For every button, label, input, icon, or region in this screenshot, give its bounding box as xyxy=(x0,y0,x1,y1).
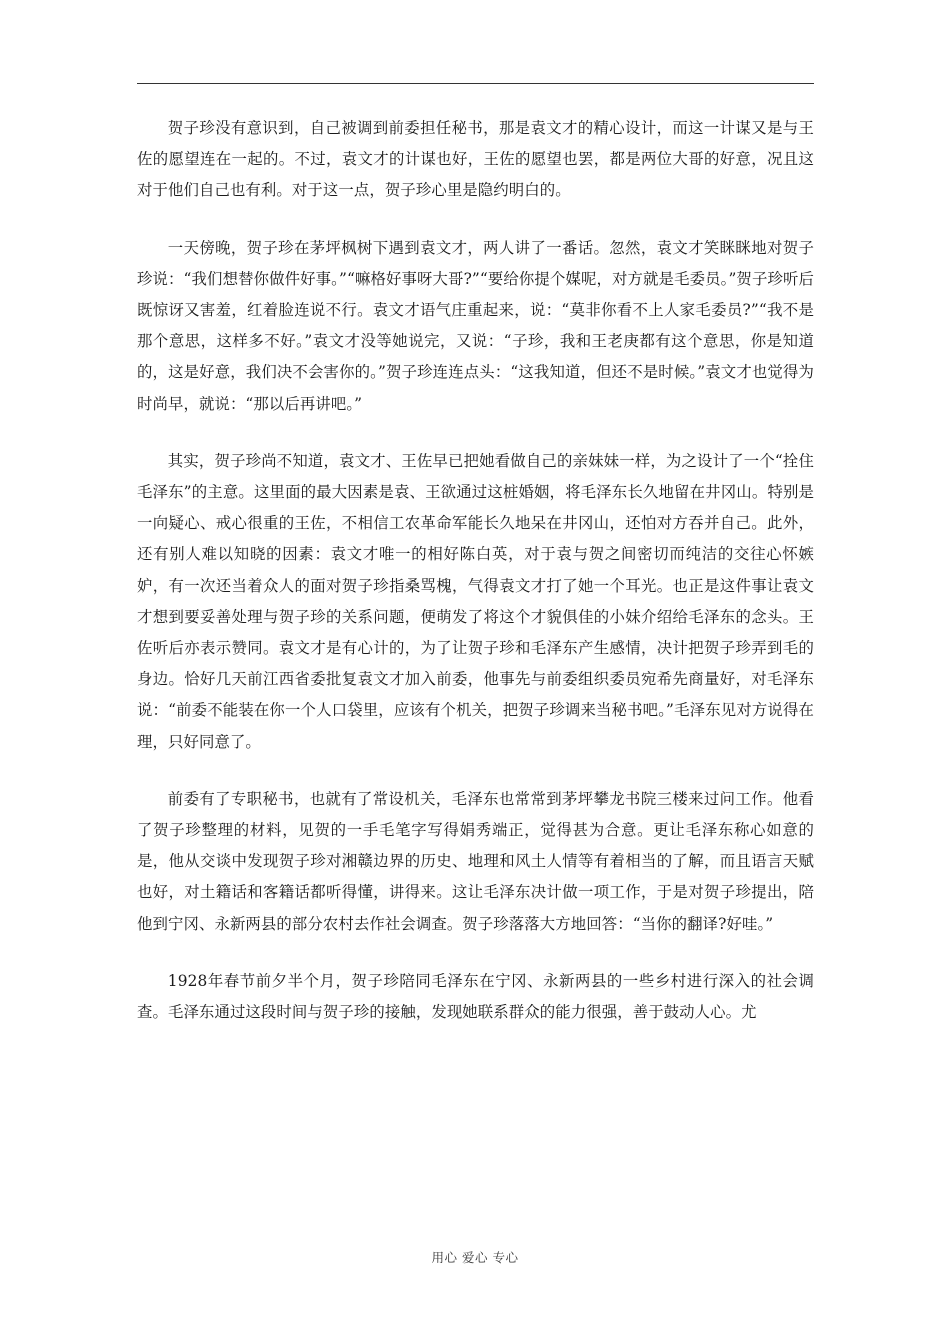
header-rule xyxy=(137,83,814,84)
paragraph-1: 贺子珍没有意识到，自己被调到前委担任秘书，那是袁文才的精心设计，而这一计谋又是与王佐的愿望连在一起的。不过，袁文才的计谋也好，王佐的愿望也罢，都是两位大哥的好意，况且这对于他们自己也有利。对于这一点，贺子珍心里是隐约明白的。 xyxy=(137,119,814,200)
document-body xyxy=(137,113,814,1054)
paragraph-5: 1928年春节前夕半个月，贺子珍陪同毛泽东在宁冈、永新两县的一些乡村进行深入的社会调查。毛泽东通过这段时间与贺子珍的接触，发现她联系群众的能力很强，善于鼓动人心。尤 xyxy=(137,971,814,1022)
paragraph-2: 一天傍晚，贺子珍在茅坪枫树下遇到袁文才，两人讲了一番话。忽然，袁文才笑眯眯地对贺子珍说：“我们想替你做件好事。”“嘛格好事呀大哥?”“要给你提个媒呢，对方就是毛委员。”贺子珍听后既惊讶又害羞，红着脸连说不行。袁文才语气庄重起来，说：“莫非你看不上人家毛委员?”“我不是那个意思，这样多不好。”袁文才没等她说完，又说：“子珍，我和王老庚都有这个意思，你是知道的，这是好意，我们决不会害你的。”贺子珍连连点头：“这我知道，但还不是时候。”袁文才也觉得为时尚早，就说：“那以后再讲吧。” xyxy=(137,238,814,413)
paragraph-3: 其实，贺子珍尚不知道，袁文才、王佐早已把她看做自己的亲妹妹一样，为之设计了一个“拴住毛泽东”的主意。这里面的最大因素是袁、王欲通过这桩婚姻，将毛泽东长久地留在井冈山。特别是一向疑心、戒心很重的王佐，不相信工农革命军能长久地呆在井冈山，还怕对方吞并自己。此外，还有别人难以知晓的因素：袁文才唯一的相好陈白英，对于袁与贺之间密切而纯洁的交往心怀嫉妒，有一次还当着众人的面对贺子珍指桑骂槐，气得袁文才打了她一个耳光。也正是这件事让袁文才想到要妥善处理与贺子珍的关系问题，便萌发了将这个才貌俱佳的小妹介绍给毛泽东的念头。王佐听后亦表示赞同。袁文才是有心计的，为了让贺子珍和毛泽东产生感情，决计把贺子珍弄到毛的身边。恰好几天前江西省委批复袁文才加入前委，他事先与前委组织委员宛希先商量好，对毛泽东说：“前委不能装在你一个人口袋里，应该有个机关，把贺子珍调来当秘书吧。”毛泽东见对方说得在理，只好同意了。 xyxy=(137,451,814,751)
page-footer: 用心 爱心 专心 xyxy=(431,1250,519,1265)
paragraph-4: 前委有了专职秘书，也就有了常设机关，毛泽东也常常到茅坪攀龙书院三楼来过问工作。他看了贺子珍整理的材料，见贺的一手毛笔字写得娟秀端正，觉得甚为合意。更让毛泽东称心如意的是，他从交谈中发现贺子珍对湘赣边界的历史、地理和风土人情等有着相当的了解，而且语言天赋也好，对土籍话和客籍话都听得懂，讲得来。这让毛泽东决计做一项工作，于是对贺子珍提出，陪他到宁冈、永新两县的部分农村去作社会调查。贺子珍落落大方地回答：“当你的翻译?好哇。” xyxy=(137,789,814,933)
